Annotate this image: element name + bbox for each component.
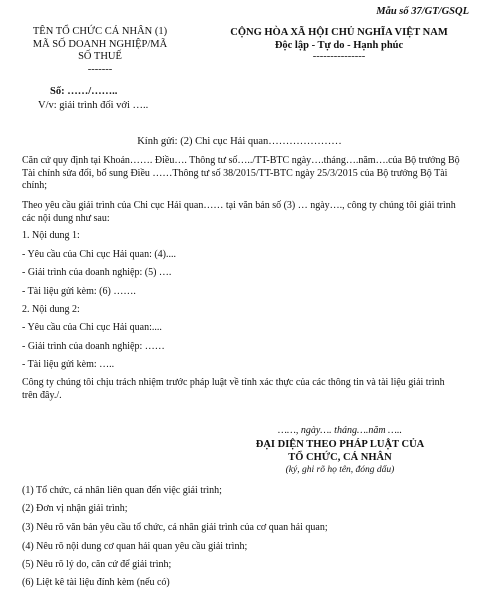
national-header xyxy=(208,26,470,61)
national-motto: Độc lập - Tự do - Hạnh phúc xyxy=(274,40,404,51)
signatory-title-cont: TỔ CHỨC, CÁ NHÂN xyxy=(288,451,392,463)
signature-block xyxy=(236,425,444,476)
signature-instruction: (ký, ghi rõ họ tên, đóng dấu) xyxy=(285,464,395,475)
content-1-attachments: - Tài liệu gửi kèm: (6) ……. xyxy=(22,286,136,297)
content-1-explanation: - Giải trình của doanh nghiệp: (5) …. xyxy=(22,267,172,278)
org-name-line: TÊN TỔ CHỨC CÁ NHÂN (1) xyxy=(32,26,168,37)
form-code: Mẫu số 37/GT/GSQL xyxy=(376,6,469,17)
footnote-1: (1) Tổ chức, cá nhân liên quan đến việc giải trình; xyxy=(22,485,222,496)
footnote-3: (3) Nêu rõ văn bản yêu cầu tổ chức, cá nhân giải trình của cơ quan hải quan; xyxy=(22,522,328,533)
commitment-paragraph: Công ty chúng tôi chịu trách nhiệm trước pháp luật về tính xác thực của các thông tin và tài liệu giải trình trên đây./. xyxy=(22,377,445,401)
reference-number: Số: ……/…….. xyxy=(50,86,118,97)
signatory-title: ĐẠI DIỆN THEO PHÁP LUẬT CỦA xyxy=(255,438,425,450)
org-header-rule: ------- xyxy=(87,63,113,75)
signature-date: ……, ngày…. tháng….năm ….. xyxy=(278,425,402,436)
organization-header xyxy=(14,26,186,76)
national-header-rule: --------------- xyxy=(312,51,366,62)
content-1-request: - Yêu cầu của Chi cục Hải quan: (4).... xyxy=(22,249,177,260)
content-1-heading: 1. Nội dung 1: xyxy=(22,230,80,241)
org-tax-line-cont: SỐ THUẾ xyxy=(78,51,122,62)
legal-basis-paragraph: Căn cứ quy định tại Khoản……. Điều…. Thông tư số…../TT-BTC ngày….tháng….năm….của Bộ trưởng Bộ Tài chính sửa đổi, bổ sung Điều ……Thông tư số 38/2015/TT-BTC ngày 25/3/2015 của Bộ trưởng Bộ Tài chính; xyxy=(22,155,460,191)
nation-title: CỘNG HÒA XÃ HỘI CHỦ NGHĨA VIỆT NAM xyxy=(230,27,448,38)
content-2-explanation: - Giải trình của doanh nghiệp: …… xyxy=(22,341,165,352)
footnote-6: (6) Liệt kê tài liệu đính kèm (nếu có) xyxy=(22,577,170,588)
recipient-greeting: Kính gửi: (2) Chi cục Hải quan………………… xyxy=(137,136,342,147)
content-2-attachments: - Tài liệu gửi kèm: ….. xyxy=(22,359,115,370)
content-2-request: - Yêu cầu của Chi cục Hải quan:.... xyxy=(22,322,162,333)
footnote-5: (5) Nêu rõ lý do, căn cứ để giải trình; xyxy=(22,559,172,570)
content-2-heading: 2. Nội dung 2: xyxy=(22,304,80,315)
footnote-4: (4) Nêu rõ nội dung cơ quan hải quan yêu cầu giải trình; xyxy=(22,541,248,552)
request-paragraph: Theo yêu cầu giải trình của Chi cục Hải quan…… tại văn bản số (3) … ngày…., công ty chúng tôi giải trình các nội dung như sau: xyxy=(22,200,456,224)
subject-line: V/v: giải trình đối với ….. xyxy=(38,100,149,111)
org-tax-line: MÃ SỐ DOANH NGHIỆP/MÃ xyxy=(32,38,168,50)
footnote-2: (2) Đơn vị nhận giải trình; xyxy=(22,503,128,514)
